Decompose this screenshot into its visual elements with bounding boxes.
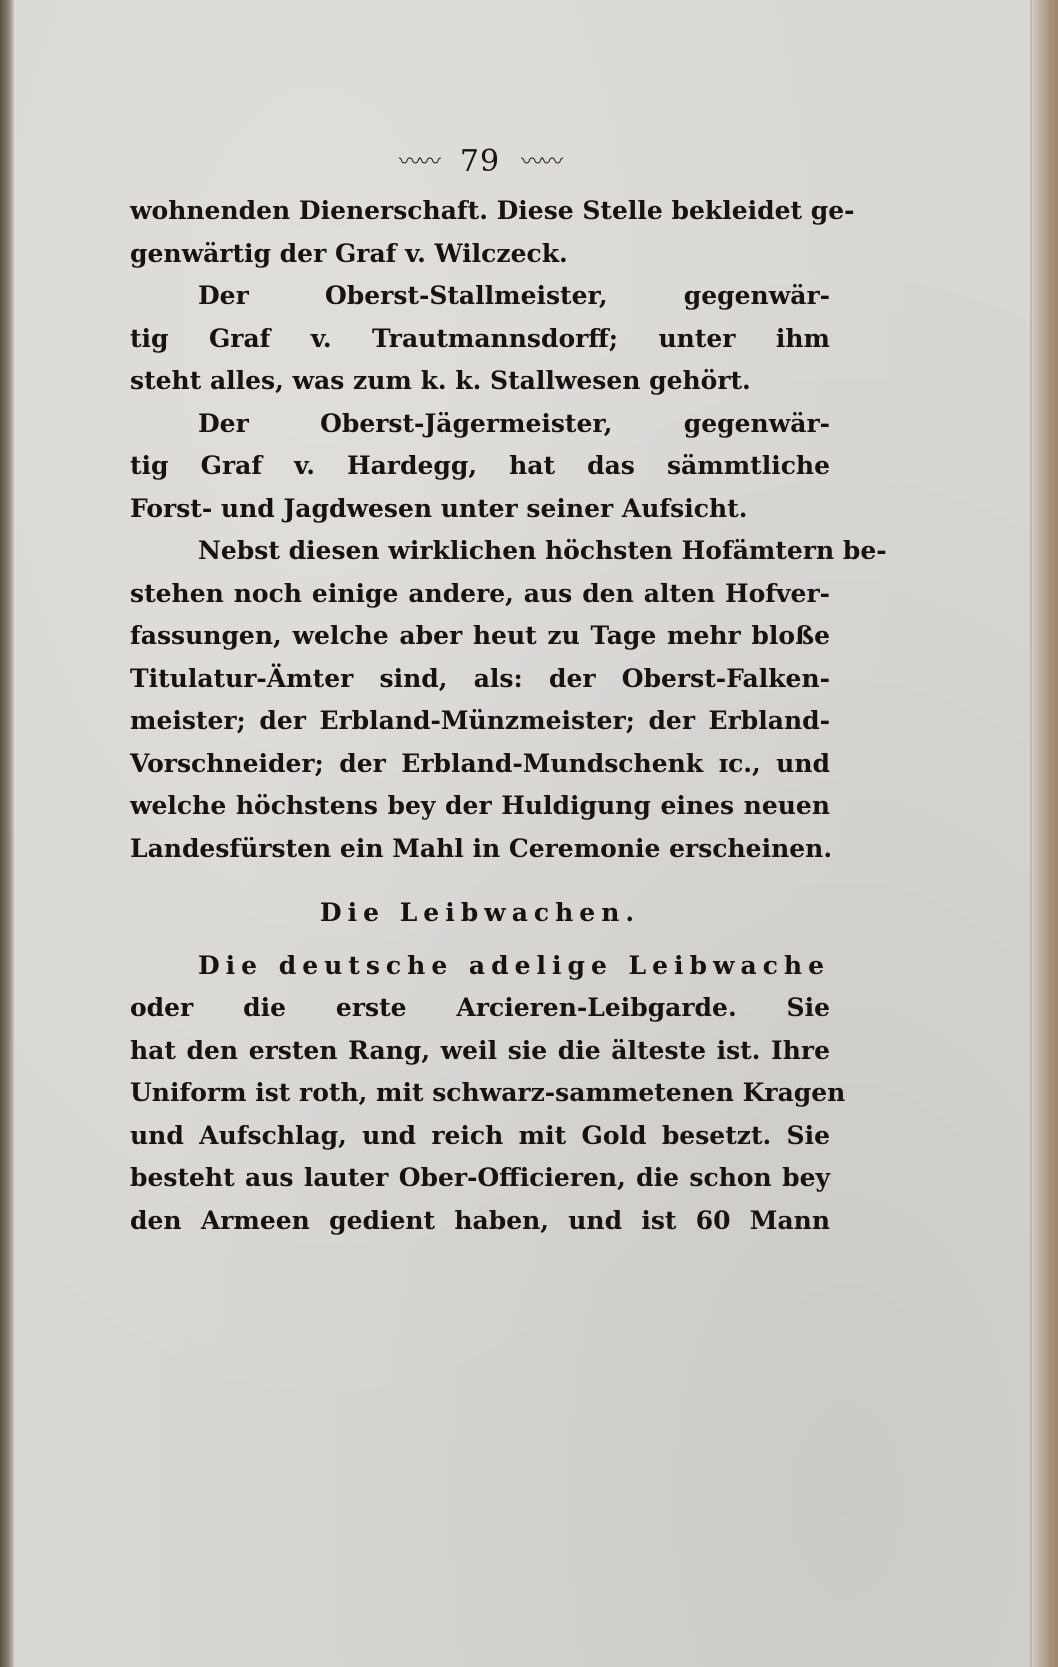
text-line: welche höchstens bey der Huldigung eines neuen [130,791,830,820]
text-line: wohnenden Dienerschaft. Diese Stelle bekleidet ge- [130,196,855,225]
text-line: genwärtig der Graf v. Wilczeck. [130,238,568,268]
text-line: Der Oberst-Jägermeister, gegenwär- [198,408,830,438]
text-line: fassungen, welche aber heut zu Tage mehr bloße [130,621,830,650]
header-ornament-right: 〰〰 [521,150,562,175]
text-line: Uniform ist roth, mit schwarz-sammetenen Kragen [130,1078,846,1107]
text-line: den Armeen gedient haben, und ist 60 Mann [130,1205,830,1235]
text-line: Landesfürsten ein Mahl in Ceremonie erscheinen. [130,833,833,863]
text-line: meister; der Erbland-Münzmeister; der Erbland- [130,706,830,735]
text-line: stehen noch einige andere, aus den alten Hofver- [130,578,830,608]
section-heading: Die Leibwachen. [319,898,641,927]
text-line: Die deutsche adelige Leibwache [198,950,830,980]
text-line: Nebst diesen wirklichen höchsten Hofämtern be- [198,536,887,565]
text-line: oder die erste Arcieren-Leibgarde. Sie [130,993,830,1022]
text-line: und Aufschlag, und reich mit Gold besetzt. Sie [130,1120,830,1150]
text-line: Der Oberst-Stallmeister, gegenwär- [198,281,830,310]
page-edge [1032,0,1058,1667]
text-line: Titulatur-Ämter sind, als: der Oberst-Falken- [130,663,830,693]
page-number: 79 [459,144,501,179]
page-text [130,140,887,1242]
page-binding-edge [0,0,14,1667]
header-ornament-left: 〰〰 [398,150,439,175]
text-line: tig Graf v. Trautmannsdorff; unter ihm [130,323,830,353]
text-line: besteht aus lauter Ober-Officieren, die schon bey [130,1163,830,1192]
text-line: Forst- und Jagdwesen unter seiner Aufsicht. [130,493,748,523]
text-line: steht alles, was zum k. k. Stallwesen gehört. [130,366,751,395]
page-header [130,140,830,184]
text-line: hat den ersten Rang, weil sie die älteste ist. Ihre [130,1035,830,1065]
text-line: tig Graf v. Hardegg, hat das sämmtliche [130,451,830,480]
text-line: Vorschneider; der Erbland-Mundschenk ɪc., und [130,748,830,778]
